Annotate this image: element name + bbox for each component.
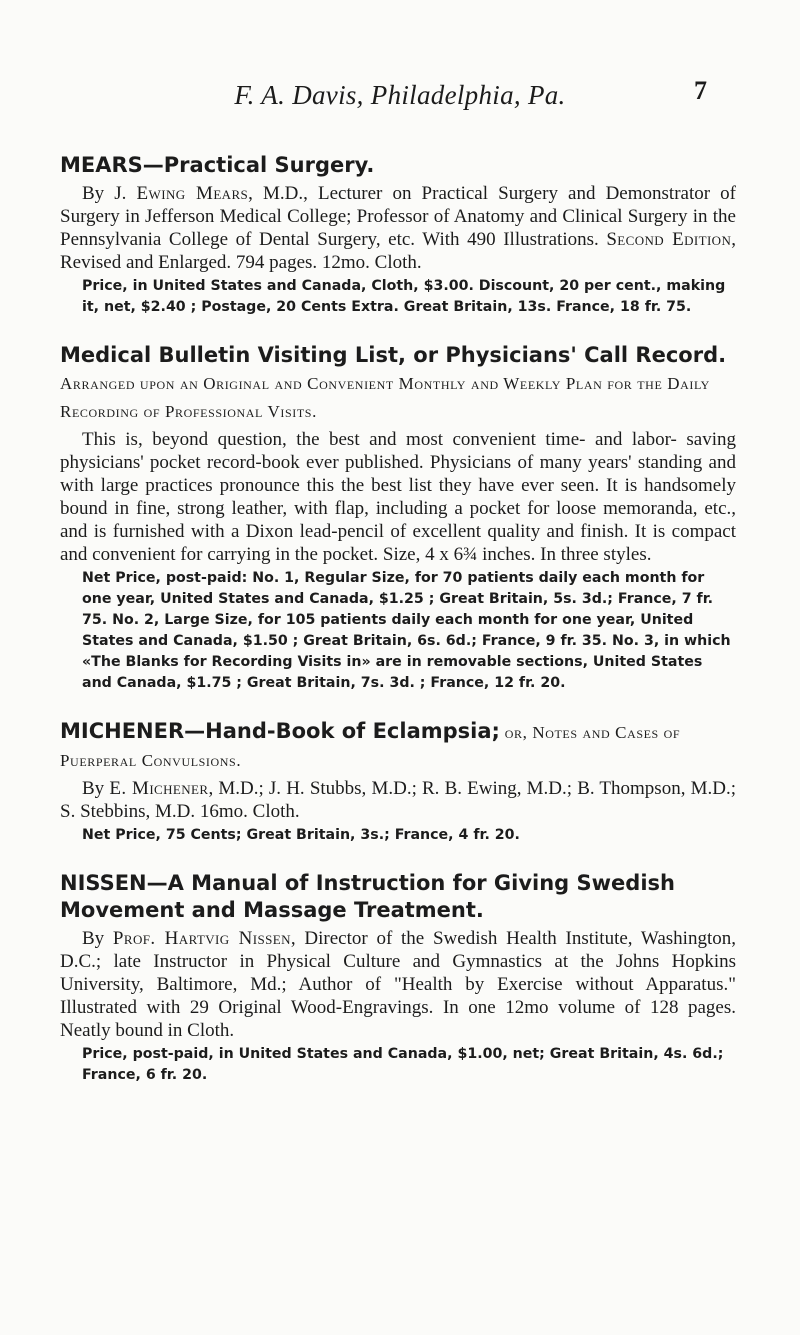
entry-price: Net Price, 75 Cents; Great Britain, 3s.; France, 4 fr. 20. — [82, 827, 520, 843]
catalog-entry-nissen — [60, 870, 736, 1086]
author-name: E. Michener — [109, 778, 209, 799]
entry-description: By Prof. Hartvig Nissen, Director of the Swedish Health Institute, Washington, D.C.; late Instructor in Physical Culture and Gymnastics at the Johns Hopkins University, Baltimore, Md.; Author of "Health by Exercise without Apparatus." Illustrated with 29 Original Wood-Engravings. In one 12mo volume of 128 pages. Neatly bound in Cloth. — [60, 928, 736, 1041]
entry-heading: MEARS—Practical Surgery. — [60, 153, 375, 177]
catalog-entry-visiting-list — [60, 342, 736, 694]
entry-price: Net Price, post-paid: No. 1, Regular Size, for 70 patients daily each month for one year, United States and Canada, $1.25 ; Great Britain, 5s. 3d.; France, 7 fr. 75. No. 2, Large Size, for 105 patients daily each month for one year, United States and Canada, $1.50 ; Great Britain, 6s. 6d.; France, 9 fr. 35. No. 3, in which «The Blanks for Recording Visits in» are in removable sections, United States and Canada, $1.75 ; Great Britain, 7s. 3d. ; France, 12 fr. 20. — [82, 570, 731, 691]
catalog-entry-michener — [60, 718, 736, 846]
catalog-entries — [60, 140, 736, 1086]
entry-price: Price, in United States and Canada, Cloth, $3.00. Discount, 20 per cent., making it, net, $2.40 ; Postage, 20 Cents Extra. Great Britain, 13s. France, 18 fr. 75. — [82, 278, 726, 315]
entry-heading: MICHENER—Hand-Book of Eclampsia; or, Notes and Cases of Puerperal Convulsions. — [60, 719, 681, 770]
author-name: Ewing Mears — [136, 183, 249, 204]
entry-heading: Medical Bulletin Visiting List, or Physicians' Call Record. Arranged upon an Original and Convenient Monthly and Weekly Plan for the Daily Recording of Professional Visits. — [60, 343, 727, 421]
catalog-entry-mears — [60, 152, 736, 318]
entry-description: This is, beyond question, the best and most convenient time- and labor- saving physicians' pocket record-book ever published. Physicians of many years' standing and with large practices pronounce this the best list they have ever seen. It is handsomely bound in fine, strong leather, with flap, including a pocket for loose memoranda, etc., and is furnished with a Dixon lead-pencil of excellent quality and finish. It is compact and convenient for carrying in the pocket. Size, 4 x 6¾ inches. In three styles. — [60, 429, 736, 565]
author-name: Prof. Hartvig Nissen — [112, 928, 291, 949]
entry-heading: NISSEN—A Manual of Instruction for Giving Swedish Movement and Massage Treatment. — [60, 871, 675, 922]
entry-price: Price, post-paid, in United States and Canada, $1.00, net; Great Britain, 4s. 6d.; France, 6 fr. 20. — [82, 1046, 724, 1083]
page-number: 7 — [694, 76, 707, 105]
entry-subtitle: Arranged upon an Original and Convenient Monthly and Weekly Plan for the Daily Recording of Professional Visits. — [60, 374, 710, 421]
entry-description: By E. Michener, M.D.; J. H. Stubbs, M.D.; R. B. Ewing, M.D.; B. Thompson, M.D.; S. Stebbins, M.D. 16mo. Cloth. — [60, 778, 736, 822]
running-head: F. A. Davis, Philadelphia, Pa. — [234, 80, 566, 110]
entry-description: By J. Ewing Mears, M.D., Lecturer on Practical Surgery and Demonstrator of Surgery in Jefferson Medical College; Professor of Anatomy and Clinical Surgery in the Pennsylvania College of Dental Surgery, etc. With 490 Illustrations. Second Edition, Revised and Enlarged. 794 pages. 12mo. Cloth. — [60, 183, 736, 273]
entry-subtitle: or, Notes and Cases of Puerperal Convulsions. — [60, 723, 681, 770]
edition-note: Second Edition — [606, 229, 732, 250]
